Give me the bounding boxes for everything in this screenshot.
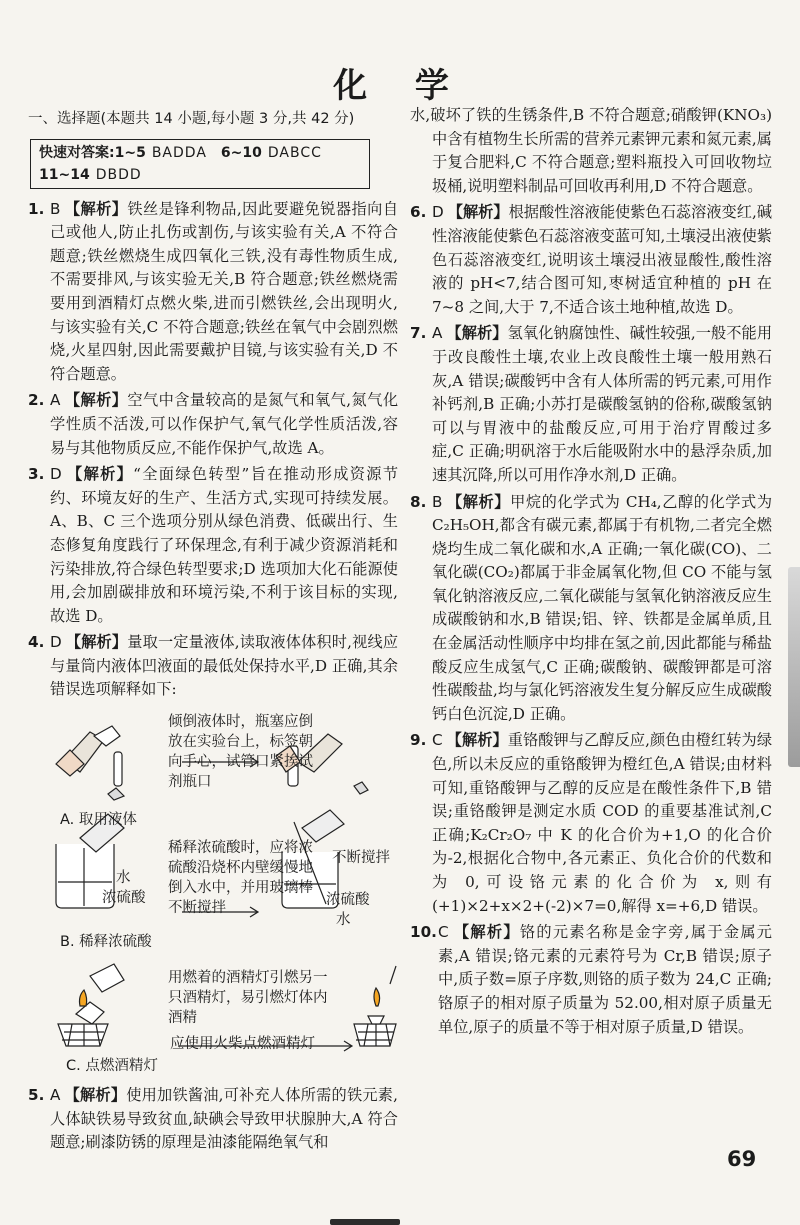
answer-range: 1~5 [114,144,146,161]
left-column [28,108,398,1158]
explanation-item [28,1084,398,1155]
analysis-tag: 【解析】 [447,203,509,222]
item-answer: D [432,203,444,222]
item-number: 4. [28,633,45,652]
answer-values: DABCC [267,144,322,161]
item-number: 3. [28,465,45,484]
quick-answer-box [30,139,370,189]
answer-values: DBDD [95,166,142,183]
item-number: 6. [410,203,427,222]
figure-c-note: 用燃着的酒精灯引燃另一只酒精灯，易引燃灯体内酒精 [168,970,328,1027]
analysis-tag: 【解析】 [65,465,134,484]
explanation-item [28,463,398,628]
item-text: “全面绿色转型”旨在推动形成资源节约、环境友好的生产、生活方式,实现可持续发展。A、B、C 三个选项分别从绿色消费、低碳出行、生态修复角度践行了环保理念,有利于减少资源消耗和污染排放,符合绿色转型要求;D 选项加大化石能源使用,会加剧碳排放和环境污染,不利于该目标的实现,故选 D。 [50,465,399,625]
item-answer: C [432,731,443,750]
figure-b-water-label: 水 [116,870,131,887]
item-text: 重铬酸钾与乙醇反应,颜色由橙红转为绿色,所以未反应的重铬酸钾为橙红色,A 错误;由材料可知,重铬酸钾与乙醇的反应是在酸性条件下,B 错误;重铬酸钾是测定水质 COD 的重要基准试剂,C 正确;K₂Cr₂O₇ 中 K 的化合价为+1,O 的化合价为-2,根据化合物中,各元素正、负化合价的代数和为 0,可设铬元素的化合价为 x,则有(+1)×2+x×2+(-2)×7=0,解得 x=+6,D 错误。 [432,731,773,915]
analysis-tag: 【解析】 [65,633,128,652]
analysis-tag: 【解析】 [64,199,128,218]
item-text: 甲烷的化学式为 CH₄,乙醇的化学式为 C₂H₅OH,都含有碳元素,都属于有机物,二者完全燃烧均生成二氧化碳和水,A 正确;一氧化碳(CO)、二氧化碳(CO₂)都属于非金属氧化物,但 CO 不能与氢氧化钠溶液反应,二氧化碳能与氢氧化钠溶液反应生成碳酸钠和水,B 错误;铝、锌、铁都是金属单质,且在金属活动性顺序中均排在氢之前,因此都能与稀盐酸反应生成氢气,C 正确;碳酸钠、碳酸钾都是可溶性碳酸盐,均与氯化钙溶液发生复分解反应生成碳酸钙白色沉淀,D 正确。 [432,492,773,723]
item-answer: A [50,1086,61,1105]
analysis-tag: 【解析】 [446,731,508,750]
item-number: 1. [28,199,45,218]
explanation-item [28,389,398,460]
item-number: 9. [410,731,427,750]
item-answer: A [432,324,443,343]
answer-range: 11~14 [39,166,90,183]
item-text: 氢氧化钠腐蚀性、碱性较强,一般不能用于改良酸性土壤,农业上改良酸性土壤一般用熟石灰,A 错误;碳酸钙中含有人体所需的钙元素,可用作补钙剂,B 正确;小苏打是碳酸氢钠的俗称,碳酸氢钠可以与胃液中的盐酸反应,可用于治疗胃酸过多症,C 正确;明矾溶于水后能吸附水中的悬浮杂质,加速其沉降,所以可用作净水剂,D 正确。 [432,324,773,484]
figure-b-acid-label: 浓硫酸 [326,892,370,909]
item-text: 铁丝是锋利物品,因此要避免锐器指向自己或他人,防止扎伤或割伤,与该实验有关,A 不符合题意;铁丝燃烧生成四氧化三铁,没有毒性物质生成,不需要排风,与该实验无关,B 符合题意;铁丝燃烧需要用到酒精灯点燃火柴,进而引燃铁丝,会出现明火,与该实验有关,C 不符合题意;铁丝在氧气中会剧烈燃烧,火星四射,因此需要戴护目镜,与该实验有关,D 不符合题意。 [50,199,399,383]
figure-a-note: 倾倒液体时，瓶塞应倒放在实验台上，标签朝向手心，试管口紧挨试剂瓶口 [168,714,313,791]
item-answer: D [50,633,62,652]
analysis-tag: 【解析】 [446,324,508,343]
item-text: 使用加铁酱油,可补充人体所需的铁元素,人体缺铁易导致贫血,缺碘会导致甲状腺肿大,A 符合题意;刷漆防锈的原理是油漆能隔绝氧气和 [50,1086,399,1152]
pouring-wrong-icon [56,726,124,800]
explanation-item [410,491,772,727]
figure-b-caption: B. 稀释浓硫酸 [60,934,152,951]
lab-operations-figure [50,706,398,1078]
item-text: 根据酸性溶液能使紫色石蕊溶液变红,碱性溶液能使紫色石蕊溶液变蓝可知,土壤浸出液使紫色石蕊溶液变红,说明该土壤浸出液显酸性,酸性溶液的 pH<7,结合图可知,枣树适宜种植的 pH 在 7~8 之间,大于 7,不适合该土地种植,故选 D。 [432,203,773,316]
item-number: 5. [28,1086,45,1105]
right-column [410,104,772,1042]
answer-values: BADDA [151,144,207,161]
item-number: 7. [410,324,427,343]
explanation-item [410,729,772,918]
explanation-item [28,631,398,702]
item-answer: D [50,465,62,484]
explanation-item [28,198,398,387]
quick-answer-label: 快速对答案: [39,144,115,161]
analysis-tag: 【解析】 [452,923,520,942]
figure-b-note: 稀释浓硫酸时，应将浓硫酸沿烧杯内壁缓慢地倒入水中，并用玻璃棒不断搅拌 [168,840,313,917]
item-text: 空气中含量较高的是氮气和氧气,氮气化学性质不活泼,可以作保护气,氧气化学性质活泼,容易与其他物质反应,不能作保护气,故选 A。 [50,391,399,457]
item-text: 量取一定量液体,读取液体体积时,视线应与量筒内液体凹液面的最低处保持水平,D 正确,其余错误选项解释如下: [50,633,399,699]
figure-b-water-label: 水 [336,912,351,929]
item-answer: B [50,199,61,218]
item-answer: A [50,391,61,410]
item-text: 水,破坏了铁的生锈条件,B 不符合题意;硝酸钾(KNO₃)中含有植物生长所需的营养元素钾元素和氮元素,属于复合肥料,C 不符合题意;塑料瓶投入可回收物垃圾桶,说明塑料制品可回收再利用,D 不符合题意。 [410,106,772,195]
analysis-tag: 【解析】 [446,492,511,511]
figure-c-caption: C. 点燃酒精灯 [66,1058,158,1075]
explanation-item [410,322,772,487]
figure-a-caption: A. 取用液体 [60,812,137,829]
explanation-item [410,201,772,319]
item-answer: B [432,492,443,511]
item-number: 8. [410,492,427,511]
item-number: 10. [410,923,437,942]
bottom-decoration [330,1219,400,1225]
figure-b-acid-label: 浓硫酸 [102,890,146,907]
alcohol-lamp-wrong-icon [58,964,124,1046]
page-number: 69 [727,1147,757,1171]
item-answer: C [438,923,449,942]
analysis-tag: 【解析】 [64,391,128,410]
page-edge-tab [788,567,800,767]
figure-b-stir-label: 不断搅拌 [332,850,390,867]
explanation-item [410,921,772,1039]
item-text: 铬的元素名称是金字旁,属于金属元素,A 错误;铬元素的元素符号为 Cr,B 错误;原子中,质子数=原子序数,则铬的质子数为 24,C 正确;铬原子的相对原子质量为 52.00,相对原子质量无单位,原子的质量不等于相对原子质量,D 错误。 [438,923,772,1036]
item-number: 2. [28,391,45,410]
explanation-item-continued [410,104,772,198]
alcohol-lamp-correct-icon [354,966,396,1046]
figure-c-correction: 应使用火柴点燃酒精灯 [170,1036,315,1053]
page-title: 化 学 [333,66,467,106]
answer-range: 6~10 [220,144,262,161]
section-heading: 一、选择题(本题共 14 小题,每小题 3 分,共 42 分) [28,111,355,127]
analysis-tag: 【解析】 [64,1086,127,1105]
